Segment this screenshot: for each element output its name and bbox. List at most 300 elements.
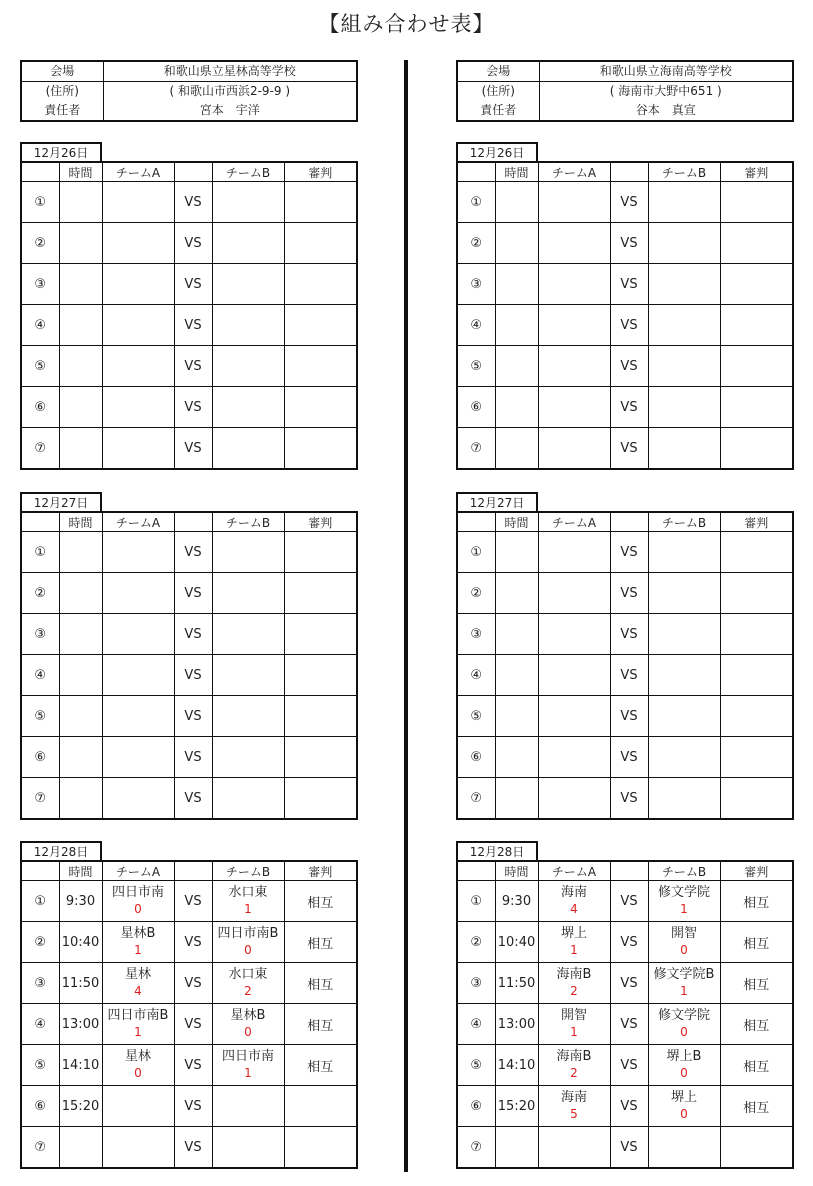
team-b-cell xyxy=(648,881,720,922)
vs-label: VS xyxy=(610,573,648,614)
match-row xyxy=(21,346,357,387)
team-b-score: 1 xyxy=(680,984,688,998)
match-time xyxy=(59,223,102,264)
venue-info-value: ( 和歌山市西浜2-9-9 ) xyxy=(103,82,357,102)
team-a-name: 海南B xyxy=(556,1049,592,1064)
match-number: ② xyxy=(457,922,495,963)
match-time xyxy=(59,532,102,573)
referee xyxy=(720,305,793,346)
referee xyxy=(284,223,357,264)
match-row xyxy=(21,264,357,305)
team-b-cell xyxy=(212,881,284,922)
time-header: 時間 xyxy=(495,162,538,182)
team-a-header: チームA xyxy=(538,162,610,182)
referee xyxy=(720,264,793,305)
vs-label: VS xyxy=(174,655,212,696)
team-a-header: チームA xyxy=(102,162,174,182)
vs-label: VS xyxy=(174,1045,212,1086)
match-time: 14:10 xyxy=(495,1045,538,1086)
match-time: 15:20 xyxy=(59,1086,102,1127)
match-number: ⑦ xyxy=(457,1127,495,1169)
referee-header: 審判 xyxy=(720,162,793,182)
match-row xyxy=(457,963,793,1004)
match-row xyxy=(457,387,793,428)
match-table xyxy=(456,511,794,820)
team-a-cell xyxy=(102,346,174,387)
team-b-name: 修文学院B xyxy=(653,967,715,982)
match-row xyxy=(21,1127,357,1169)
match-time xyxy=(59,614,102,655)
vs-label: VS xyxy=(610,223,648,264)
match-number: ④ xyxy=(21,655,59,696)
vs-label: VS xyxy=(610,428,648,470)
team-a-cell xyxy=(102,182,174,223)
vs-label: VS xyxy=(174,532,212,573)
match-number: ② xyxy=(21,573,59,614)
team-a-cell xyxy=(102,922,174,963)
match-number: ③ xyxy=(21,264,59,305)
referee-header: 審判 xyxy=(720,861,793,881)
match-row xyxy=(21,963,357,1004)
match-number: ① xyxy=(21,182,59,223)
team-a-cell xyxy=(102,1045,174,1086)
team-a-name: 星林B xyxy=(120,926,156,941)
match-number: ⑦ xyxy=(21,428,59,470)
team-b-cell xyxy=(648,1004,720,1045)
team-b-cell xyxy=(212,963,284,1004)
match-row xyxy=(21,881,357,922)
team-b-name: 四日市南B xyxy=(217,926,279,941)
team-b-cell xyxy=(212,532,284,573)
match-time xyxy=(495,696,538,737)
venue-info-value: 宮本 宇洋 xyxy=(199,103,260,117)
team-b-name: 堺上 xyxy=(670,1090,697,1105)
vs-label: VS xyxy=(610,614,648,655)
referee xyxy=(284,532,357,573)
team-b-cell xyxy=(648,573,720,614)
match-row xyxy=(21,922,357,963)
team-b-score: 1 xyxy=(244,1066,252,1080)
vs-label: VS xyxy=(174,737,212,778)
match-time xyxy=(59,1127,102,1169)
match-number: ⑤ xyxy=(457,1045,495,1086)
match-row xyxy=(457,532,793,573)
referee: 相互 xyxy=(720,1004,793,1045)
team-a-score: 5 xyxy=(570,1107,578,1121)
referee xyxy=(284,778,357,820)
date-label: 12月27日 xyxy=(20,492,102,511)
vs-label: VS xyxy=(610,696,648,737)
team-b-cell xyxy=(648,1127,720,1169)
referee-header: 審判 xyxy=(720,512,793,532)
match-number: ⑤ xyxy=(21,696,59,737)
match-time xyxy=(59,305,102,346)
match-number: ⑥ xyxy=(457,1086,495,1127)
referee xyxy=(720,696,793,737)
match-time xyxy=(495,532,538,573)
venue-info-value: 和歌山県立星林高等学校 xyxy=(163,64,296,78)
vs-label: VS xyxy=(174,1127,212,1169)
time-header: 時間 xyxy=(59,861,102,881)
team-b-score: 0 xyxy=(244,1025,252,1039)
match-row xyxy=(457,1045,793,1086)
team-a-cell xyxy=(538,881,610,922)
team-b-name: 堺上B xyxy=(666,1049,702,1064)
match-time xyxy=(59,182,102,223)
team-a-cell xyxy=(538,305,610,346)
referee xyxy=(284,428,357,470)
venue-info-label: 会場 xyxy=(21,61,103,82)
vs-label: VS xyxy=(610,182,648,223)
vs-label: VS xyxy=(174,922,212,963)
vs-label: VS xyxy=(610,346,648,387)
team-b-score: 0 xyxy=(680,1066,688,1080)
team-a-score: 2 xyxy=(570,1066,578,1080)
venue-info-value: 和歌山県立海南高等学校 xyxy=(599,64,732,78)
team-a-name: 堺上 xyxy=(560,926,587,941)
match-number: ④ xyxy=(21,305,59,346)
vs-label: VS xyxy=(610,264,648,305)
match-number: ② xyxy=(21,223,59,264)
match-time xyxy=(495,223,538,264)
match-number: ⑥ xyxy=(21,1086,59,1127)
team-b-cell xyxy=(648,614,720,655)
match-table xyxy=(20,161,358,470)
vs-label: VS xyxy=(610,963,648,1004)
team-a-cell xyxy=(102,737,174,778)
match-row xyxy=(21,1045,357,1086)
match-table xyxy=(456,161,794,470)
vs-label: VS xyxy=(610,922,648,963)
match-time: 14:10 xyxy=(59,1045,102,1086)
referee xyxy=(284,573,357,614)
team-a-name: 星林 xyxy=(124,1049,151,1064)
referee xyxy=(284,696,357,737)
team-a-name: 海南 xyxy=(560,885,587,900)
team-b-cell xyxy=(212,305,284,346)
team-a-score: 1 xyxy=(134,943,142,957)
team-b-header: チームB xyxy=(212,162,284,182)
team-a-name: 海南B xyxy=(556,967,592,982)
match-row xyxy=(21,223,357,264)
team-a-score: 4 xyxy=(134,984,142,998)
team-a-cell xyxy=(102,963,174,1004)
team-a-score: 2 xyxy=(570,984,578,998)
match-row xyxy=(457,696,793,737)
match-number: ③ xyxy=(457,963,495,1004)
match-row xyxy=(21,387,357,428)
match-number: ④ xyxy=(457,655,495,696)
row-number-header xyxy=(457,512,495,532)
match-time xyxy=(59,573,102,614)
referee: 相互 xyxy=(284,963,357,1004)
team-a-cell xyxy=(102,881,174,922)
vs-label: VS xyxy=(610,1004,648,1045)
venue-info-label: 責任者 xyxy=(457,101,539,121)
team-a-header: チームA xyxy=(538,861,610,881)
day-schedule xyxy=(20,492,358,820)
match-number: ⑥ xyxy=(457,737,495,778)
referee xyxy=(720,428,793,470)
venue-info-value: 谷本 真宣 xyxy=(635,103,696,117)
vs-label: VS xyxy=(174,182,212,223)
row-number-header xyxy=(457,162,495,182)
match-row xyxy=(457,737,793,778)
match-row xyxy=(457,346,793,387)
referee xyxy=(284,655,357,696)
match-row xyxy=(457,614,793,655)
team-b-cell xyxy=(648,387,720,428)
referee xyxy=(720,655,793,696)
match-time xyxy=(495,655,538,696)
team-b-cell xyxy=(648,963,720,1004)
match-table xyxy=(20,860,358,1169)
team-b-header: チームB xyxy=(212,512,284,532)
match-number: ② xyxy=(21,922,59,963)
vs-header xyxy=(610,512,648,532)
team-a-cell xyxy=(102,1086,174,1127)
vs-label: VS xyxy=(610,881,648,922)
day-schedule xyxy=(456,841,794,1169)
team-a-header: チームA xyxy=(538,512,610,532)
team-a-cell xyxy=(538,778,610,820)
team-a-cell xyxy=(538,655,610,696)
team-a-header: チームA xyxy=(102,512,174,532)
team-b-header: チームB xyxy=(648,512,720,532)
match-time xyxy=(59,737,102,778)
team-b-score: 0 xyxy=(680,1107,688,1121)
match-number: ⑤ xyxy=(457,346,495,387)
vs-label: VS xyxy=(174,614,212,655)
match-time xyxy=(495,182,538,223)
team-a-cell xyxy=(102,428,174,470)
team-a-cell xyxy=(102,696,174,737)
team-a-cell xyxy=(538,223,610,264)
match-row xyxy=(21,778,357,820)
match-time xyxy=(59,696,102,737)
day-schedule xyxy=(456,142,794,470)
match-time xyxy=(59,428,102,470)
match-time: 10:40 xyxy=(59,922,102,963)
referee xyxy=(284,264,357,305)
match-time xyxy=(59,346,102,387)
match-number: ④ xyxy=(457,305,495,346)
vs-label: VS xyxy=(174,346,212,387)
team-a-cell xyxy=(538,1127,610,1169)
referee xyxy=(720,737,793,778)
team-b-cell xyxy=(212,182,284,223)
vs-label: VS xyxy=(610,387,648,428)
referee xyxy=(720,182,793,223)
match-time xyxy=(59,655,102,696)
team-a-cell xyxy=(538,1086,610,1127)
team-a-score: 1 xyxy=(570,943,578,957)
referee: 相互 xyxy=(284,922,357,963)
vs-label: VS xyxy=(174,881,212,922)
team-a-name: 星林 xyxy=(124,967,151,982)
team-b-cell xyxy=(648,1045,720,1086)
referee-header: 審判 xyxy=(284,162,357,182)
match-row xyxy=(21,696,357,737)
vs-label: VS xyxy=(610,778,648,820)
team-a-name: 開智 xyxy=(560,1008,587,1023)
venue-info-table xyxy=(456,60,794,122)
match-number: ② xyxy=(457,223,495,264)
team-a-cell xyxy=(538,963,610,1004)
vs-label: VS xyxy=(174,1004,212,1045)
referee xyxy=(284,614,357,655)
team-b-name: 開智 xyxy=(670,926,697,941)
team-b-cell xyxy=(212,922,284,963)
referee xyxy=(720,573,793,614)
match-time: 15:20 xyxy=(495,1086,538,1127)
vs-header xyxy=(610,162,648,182)
match-row xyxy=(21,737,357,778)
team-b-header: チームB xyxy=(212,861,284,881)
team-b-name: 四日市南 xyxy=(221,1049,274,1064)
match-row xyxy=(457,655,793,696)
date-label: 12月28日 xyxy=(20,841,102,860)
match-time xyxy=(495,573,538,614)
team-b-header: チームB xyxy=(648,861,720,881)
team-b-name: 水口東 xyxy=(228,885,268,900)
match-time xyxy=(495,428,538,470)
team-b-name: 修文学院 xyxy=(657,1008,710,1023)
match-time: 9:30 xyxy=(495,881,538,922)
team-b-cell xyxy=(648,922,720,963)
match-number: ① xyxy=(457,532,495,573)
vs-label: VS xyxy=(610,1045,648,1086)
referee xyxy=(720,223,793,264)
vs-label: VS xyxy=(174,387,212,428)
day-schedule xyxy=(20,841,358,1169)
referee: 相互 xyxy=(720,963,793,1004)
match-row xyxy=(457,428,793,470)
team-a-cell xyxy=(102,778,174,820)
match-table xyxy=(20,511,358,820)
match-number: ① xyxy=(21,532,59,573)
match-time xyxy=(495,264,538,305)
team-b-cell xyxy=(212,223,284,264)
team-a-cell xyxy=(538,346,610,387)
vs-label: VS xyxy=(610,1086,648,1127)
match-time xyxy=(495,346,538,387)
referee-header: 審判 xyxy=(284,861,357,881)
team-a-name: 海南 xyxy=(560,1090,587,1105)
match-time: 10:40 xyxy=(495,922,538,963)
match-time xyxy=(59,264,102,305)
match-number: ⑥ xyxy=(21,737,59,778)
team-b-cell xyxy=(648,264,720,305)
venue-info-value: ( 海南市大野中651 ) xyxy=(539,82,793,102)
date-label: 12月26日 xyxy=(456,142,538,161)
match-time: 11:50 xyxy=(495,963,538,1004)
team-b-cell xyxy=(648,346,720,387)
row-number-header xyxy=(21,512,59,532)
match-row xyxy=(457,182,793,223)
time-header: 時間 xyxy=(59,162,102,182)
team-a-cell xyxy=(538,387,610,428)
team-a-score: 1 xyxy=(134,1025,142,1039)
team-b-name: 水口東 xyxy=(228,967,268,982)
team-b-score: 0 xyxy=(244,943,252,957)
match-number: ④ xyxy=(457,1004,495,1045)
match-time xyxy=(59,387,102,428)
team-b-cell xyxy=(648,778,720,820)
match-time: 13:00 xyxy=(495,1004,538,1045)
match-number: ⑦ xyxy=(21,778,59,820)
team-a-cell xyxy=(538,182,610,223)
team-b-cell xyxy=(648,696,720,737)
match-number: ① xyxy=(457,182,495,223)
match-row xyxy=(457,778,793,820)
date-label: 12月26日 xyxy=(20,142,102,161)
time-header: 時間 xyxy=(59,512,102,532)
team-a-cell xyxy=(102,573,174,614)
team-a-score: 4 xyxy=(570,902,578,916)
team-a-cell xyxy=(102,614,174,655)
referee xyxy=(284,737,357,778)
match-number: ① xyxy=(457,881,495,922)
team-a-cell xyxy=(102,532,174,573)
match-number: ⑥ xyxy=(21,387,59,428)
team-b-score: 0 xyxy=(680,1025,688,1039)
referee xyxy=(720,346,793,387)
referee xyxy=(720,778,793,820)
match-number: ⑤ xyxy=(21,346,59,387)
team-b-cell xyxy=(648,532,720,573)
venue-info-table xyxy=(20,60,358,122)
match-number: ① xyxy=(21,881,59,922)
vs-label: VS xyxy=(610,737,648,778)
team-a-cell xyxy=(102,264,174,305)
team-b-score: 0 xyxy=(680,943,688,957)
match-time xyxy=(495,737,538,778)
row-number-header xyxy=(21,861,59,881)
match-row xyxy=(21,1086,357,1127)
team-b-cell xyxy=(212,264,284,305)
match-row xyxy=(457,223,793,264)
vs-label: VS xyxy=(174,963,212,1004)
match-row xyxy=(21,614,357,655)
team-a-cell xyxy=(102,223,174,264)
day-schedule xyxy=(20,142,358,470)
team-b-name: 星林B xyxy=(230,1008,266,1023)
vs-label: VS xyxy=(174,223,212,264)
time-header: 時間 xyxy=(495,512,538,532)
team-b-cell xyxy=(212,1127,284,1169)
team-b-cell xyxy=(212,387,284,428)
match-row xyxy=(21,532,357,573)
vs-label: VS xyxy=(610,305,648,346)
team-a-cell xyxy=(538,573,610,614)
team-a-cell xyxy=(538,922,610,963)
team-b-cell xyxy=(212,573,284,614)
vs-header xyxy=(174,512,212,532)
team-a-cell xyxy=(538,614,610,655)
match-time: 11:50 xyxy=(59,963,102,1004)
referee: 相互 xyxy=(284,1004,357,1045)
match-row xyxy=(21,182,357,223)
vs-label: VS xyxy=(610,532,648,573)
team-b-cell xyxy=(648,305,720,346)
match-time: 9:30 xyxy=(59,881,102,922)
team-a-cell xyxy=(538,737,610,778)
team-a-cell xyxy=(538,1004,610,1045)
date-label: 12月28日 xyxy=(456,841,538,860)
match-time xyxy=(495,387,538,428)
match-number: ② xyxy=(457,573,495,614)
